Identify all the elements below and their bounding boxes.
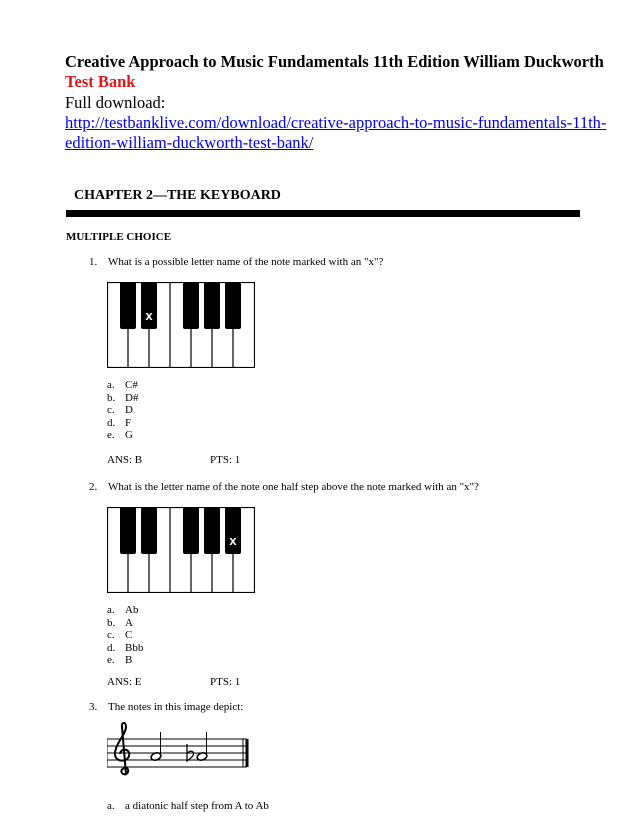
x-marker: x [229,533,237,548]
black-key [141,507,157,554]
chapter-heading: CHAPTER 2—THE KEYBOARD [74,188,281,203]
black-key [225,282,241,329]
question-number: 1. [89,256,98,268]
document-title [65,52,625,92]
keyboard-figure-2 [107,507,255,593]
download-link[interactable]: http://testbanklive.com/download/creative-approach-to-music-fundamentals-11th-edition-william-duckworth-test-bank/ [65,113,607,152]
question-number: 2. [89,481,98,493]
black-key [204,507,220,554]
answer-key: ANS: E [107,676,142,688]
question-text: What is a possible letter name of the note marked with an "x"? [108,256,384,268]
section-heading: MULTIPLE CHOICE [66,231,172,243]
points: PTS: 1 [210,454,241,466]
question-text: The notes in this image depict: [108,701,244,713]
black-key [183,282,199,329]
answer-line-2 [107,676,241,688]
staff-figure-3 [107,722,257,782]
question-number: 3. [89,701,98,713]
black-key [120,282,136,329]
black-key [204,282,220,329]
keyboard-figure-1 [107,282,255,368]
title-highlight: Test Bank [65,72,136,91]
black-key [120,507,136,554]
answer-line-1 [107,454,241,466]
flat-sign-icon [187,744,194,761]
full-download-label: Full download: [65,93,166,112]
question-text: What is the letter name of the note one half step above the note marked with an "x"? [108,481,479,493]
points: PTS: 1 [210,676,241,688]
x-marker: x [145,308,153,323]
answer-key: ANS: B [107,454,143,466]
heading-rule [66,210,580,217]
title-text: Creative Approach to Music Fundamentals 11th Edition William Duckworth [65,52,604,71]
black-key [183,507,199,554]
